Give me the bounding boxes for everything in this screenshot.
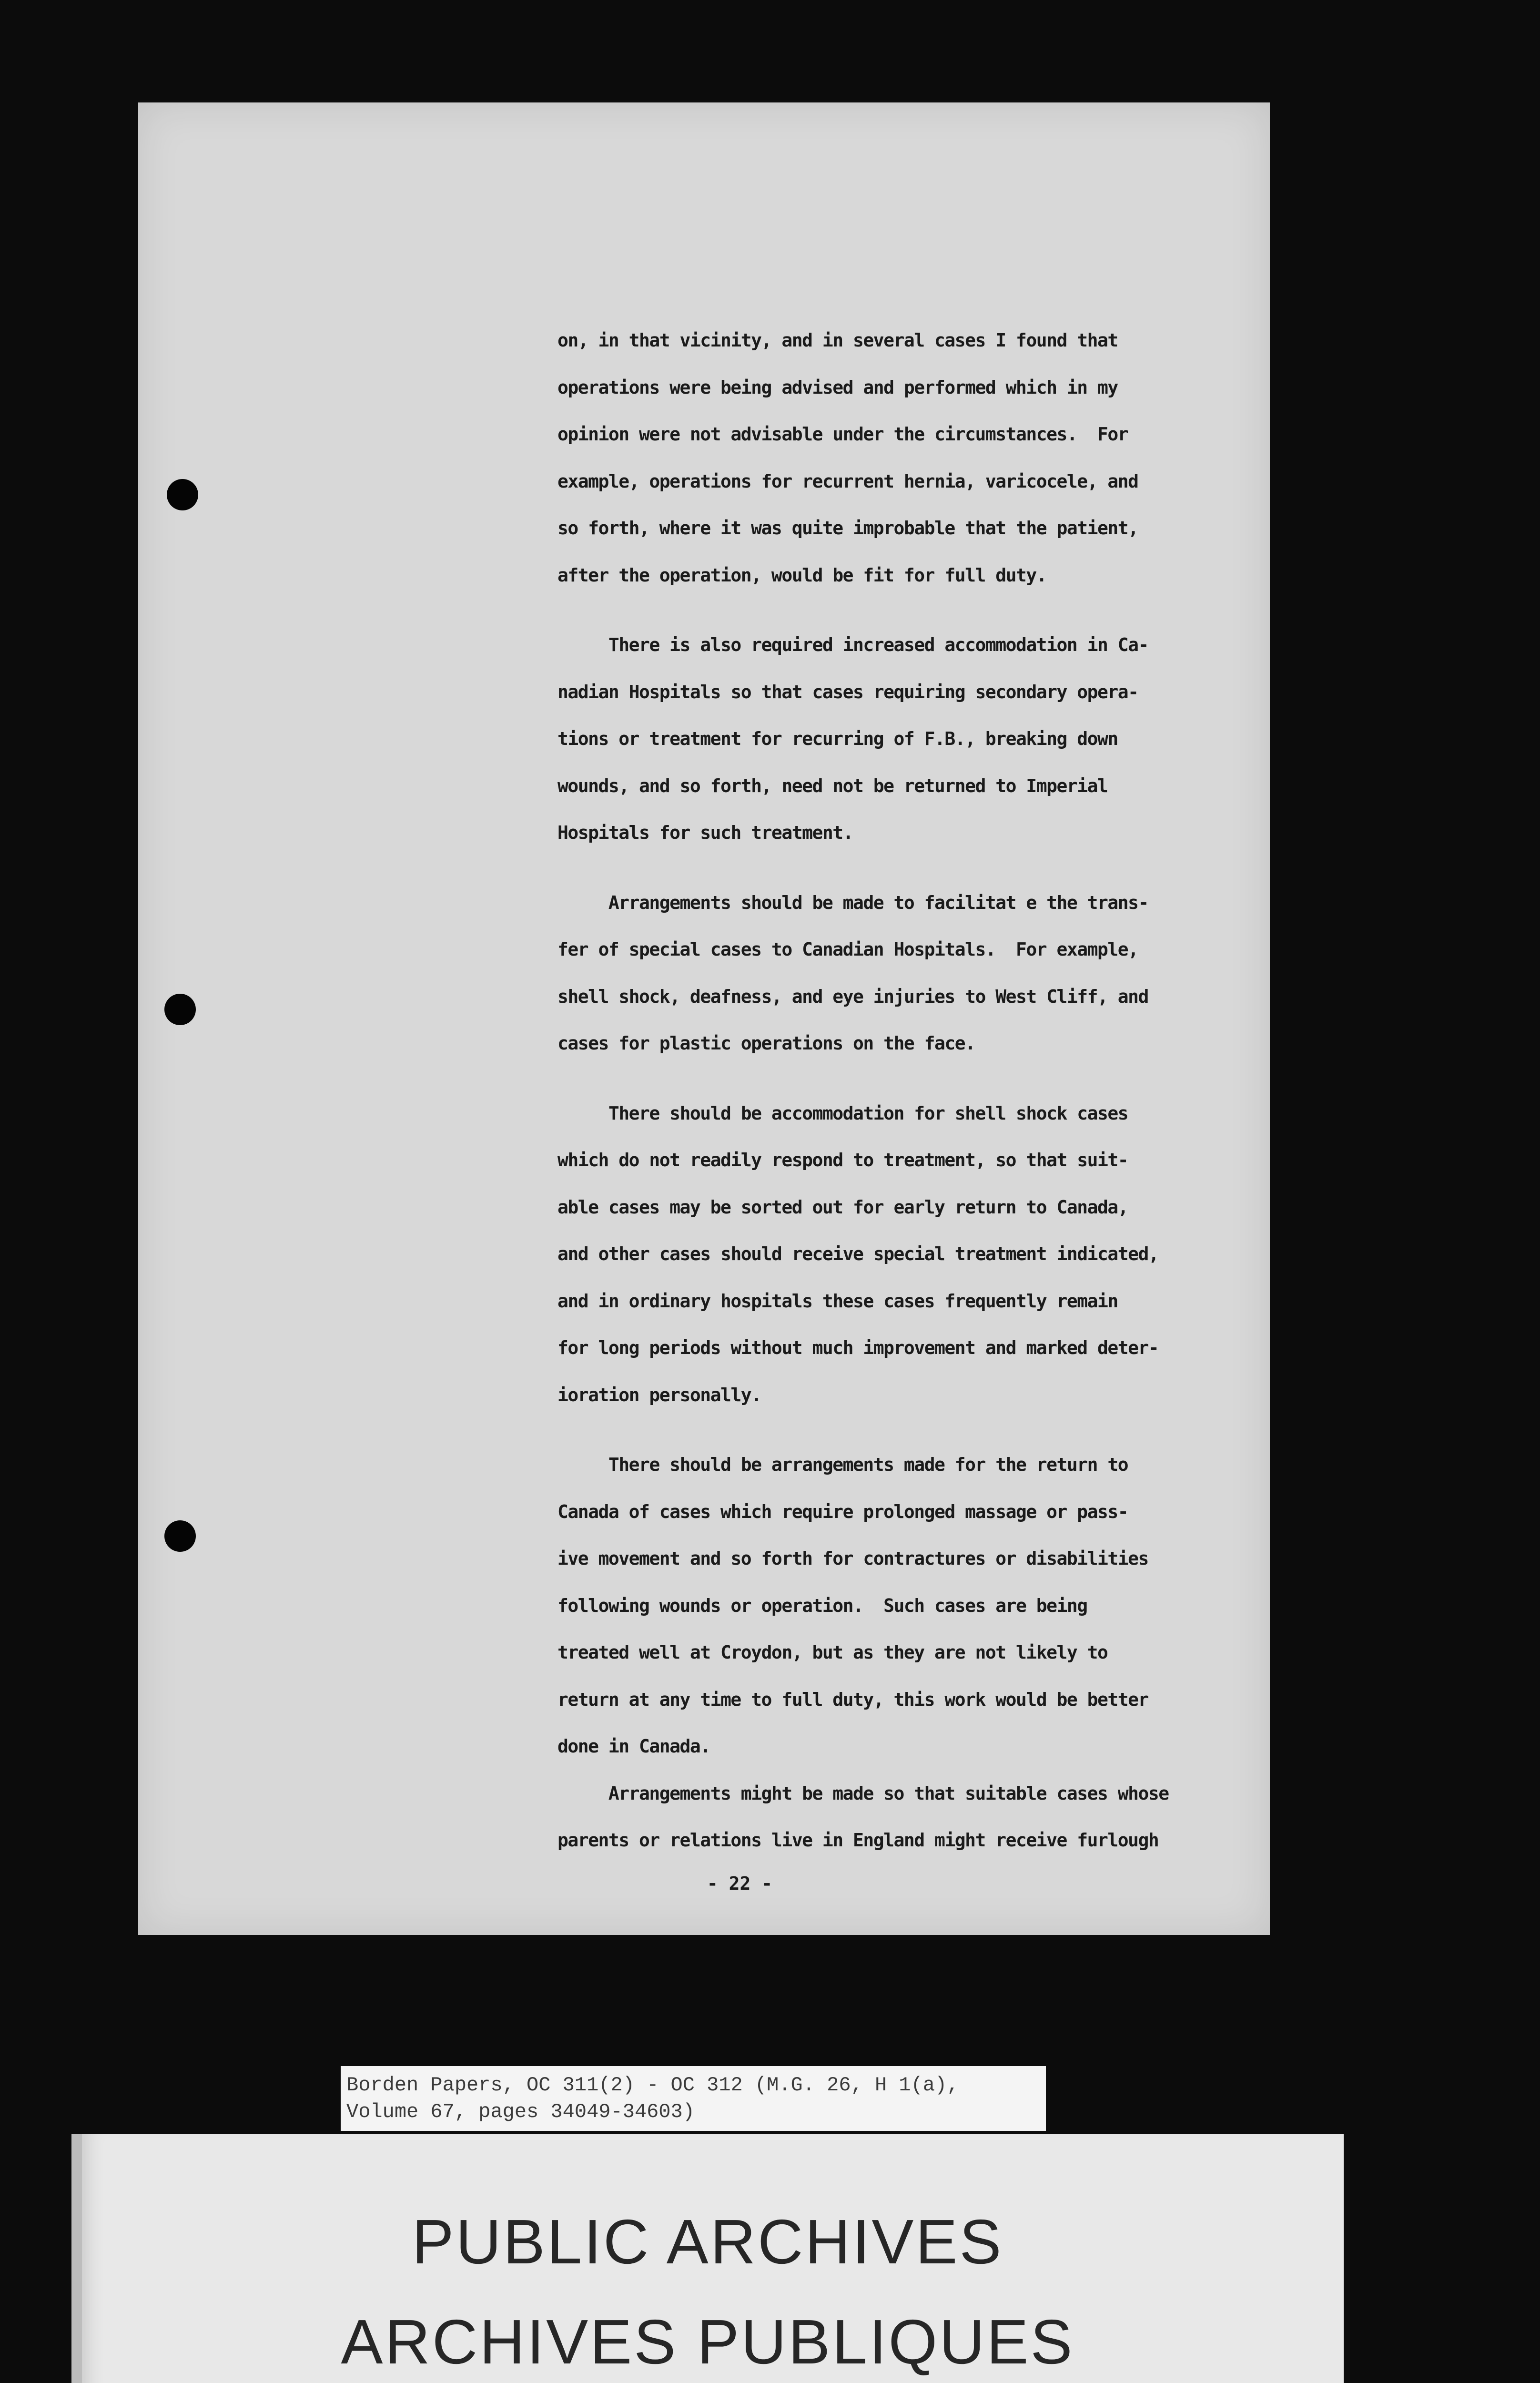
typed-body-text xyxy=(557,317,1272,1864)
text-line: There should be accommodation for shell shock cases xyxy=(557,1102,1128,1124)
text-line: cases for plastic operations on the face. xyxy=(557,1033,975,1054)
text-line: treated well at Croydon, but as they are not likely to xyxy=(557,1642,1108,1663)
punch-hole xyxy=(164,994,196,1025)
source-citation-line-1: Borden Papers, OC 311(2) - OC 312 (M.G. 26, H 1(a), xyxy=(346,2074,959,2097)
paragraph-gap xyxy=(557,856,1272,879)
text-line: Hospitals for such treatment. xyxy=(557,822,853,843)
text-line: following wounds or operation. Such cases are being xyxy=(557,1595,1087,1616)
text-line: opinion were not advisable under the circumstances. For xyxy=(557,424,1128,445)
text-line: after the operation, would be fit for full duty. xyxy=(557,564,1047,586)
paragraph-gap xyxy=(557,1067,1272,1090)
text-line: fer of special cases to Canadian Hospitals. For example, xyxy=(557,939,1138,960)
punch-hole xyxy=(164,1520,196,1552)
text-line: which do not readily respond to treatment, so that suit- xyxy=(557,1150,1128,1171)
text-line: There should be arrangements made for the return to xyxy=(557,1454,1128,1475)
text-line: ive movement and so forth for contractures or disabilities xyxy=(557,1548,1148,1569)
text-line: nadian Hospitals so that cases requiring secondary opera- xyxy=(557,681,1138,703)
text-line: tions or treatment for recurring of F.B., breaking down xyxy=(557,728,1118,749)
text-line: for long periods without much improvement and marked deter- xyxy=(557,1337,1159,1358)
archive-title-card xyxy=(71,2134,1344,2383)
archive-title-french: ARCHIVES PUBLIQUES xyxy=(341,2307,1074,2377)
text-line: able cases may be sorted out for early return to Canada, xyxy=(557,1196,1128,1218)
paragraph-gap xyxy=(557,1418,1272,1441)
paragraph-gap xyxy=(557,599,1272,621)
text-line: shell shock, deafness, and eye injuries to West Cliff, and xyxy=(557,986,1148,1007)
text-line: on, in that vicinity, and in several cases I found that xyxy=(557,330,1118,351)
text-line: example, operations for recurrent hernia, varicocele, and xyxy=(557,470,1138,492)
source-citation-label xyxy=(341,2066,1046,2131)
text-line: There is also required increased accommodation in Ca- xyxy=(557,634,1148,655)
text-line: so forth, where it was quite improbable that the patient, xyxy=(557,518,1138,539)
document-page xyxy=(138,102,1270,1935)
text-line: parents or relations live in England might receive furlough xyxy=(557,1830,1159,1851)
text-line: wounds, and so forth, need not be returned to Imperial xyxy=(557,775,1108,796)
text-line: and in ordinary hospitals these cases frequently remain xyxy=(557,1290,1118,1312)
text-line: and other cases should receive special treatment indicated, xyxy=(557,1243,1159,1264)
text-line: done in Canada. xyxy=(557,1736,710,1757)
punch-hole xyxy=(167,479,198,510)
page-number: - 22 - xyxy=(707,1873,773,1894)
source-citation-line-2: Volume 67, pages 34049-34603) xyxy=(346,2100,695,2123)
text-line: Canada of cases which require prolonged massage or pass- xyxy=(557,1501,1128,1522)
text-line: Arrangements should be made to facilitat e the trans- xyxy=(557,892,1148,913)
archive-title-english: PUBLIC ARCHIVES xyxy=(412,2207,1003,2277)
text-line: return at any time to full duty, this work would be better xyxy=(557,1689,1148,1710)
text-line: operations were being advised and performed which in my xyxy=(557,377,1118,398)
text-line: Arrangements might be made so that suitable cases whose xyxy=(557,1782,1169,1804)
text-line: ioration personally. xyxy=(557,1384,761,1405)
